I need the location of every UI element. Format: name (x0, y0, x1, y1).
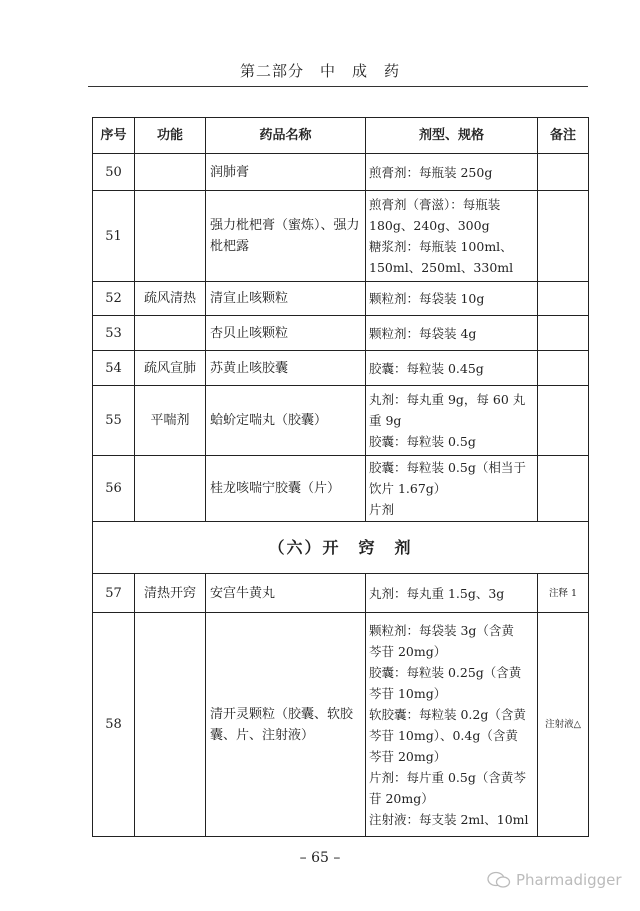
row-function: 清热开窍 (135, 574, 206, 613)
row-drug-name: 苏黄止咳胶囊 (206, 351, 366, 386)
spec-line: 丸剂：每丸重 9g，每 60 丸 (369, 392, 526, 407)
header-function: 功能 (135, 118, 206, 154)
spec-line: 片剂：每片重 0.5g（含黄芩 (369, 769, 526, 785)
spec-line: 饮片 1.67g） (369, 481, 447, 496)
row-remarks (538, 154, 589, 191)
page-number: – 65 – (299, 850, 341, 866)
spec-line: 煎膏剂：每瓶装 250g (369, 164, 493, 180)
row-dosage-spec (366, 154, 538, 191)
spec-line: 180g、240g、300g (369, 218, 490, 233)
row-dosage-spec (366, 613, 538, 837)
row-drug-name: 强力枇杷膏（蜜炼）、强力枇杷露 (206, 191, 366, 282)
spec-line: 胶囊：每粒装 0.45g (369, 360, 484, 376)
table-row (93, 456, 589, 522)
row-function (135, 613, 206, 837)
row-drug-name: 桂龙咳喘宁胶囊（片） (206, 456, 366, 522)
row-dosage-spec (366, 456, 538, 522)
spec-line: 芩苷 10mg） (369, 685, 447, 701)
spec-line: 150ml、250ml、330ml (369, 260, 514, 275)
row-number: 53 (93, 316, 135, 351)
row-dosage-spec (366, 191, 538, 282)
watermark (486, 870, 622, 890)
table-row (93, 574, 589, 613)
table-row (93, 386, 589, 456)
spec-line: 丸剂：每丸重 1.5g、3g (369, 585, 505, 601)
spec-line: 苷 20mg） (369, 790, 434, 806)
running-head: 第二部分 中 成 药 (239, 62, 400, 80)
spec-line: 芩苷 20mg） (369, 748, 447, 764)
spec-line: 煎膏剂（膏滋）：每瓶装 (369, 197, 501, 212)
row-drug-name: 蛤蚧定喘丸（胶囊） (206, 386, 366, 456)
row-dosage-spec (366, 316, 538, 351)
row-remarks: 注释 1 (538, 574, 589, 613)
row-number: 50 (93, 154, 135, 191)
row-remarks (538, 386, 589, 456)
row-remarks (538, 191, 589, 282)
spec-line: 软胶囊：每粒装 0.2g（含黄 (369, 706, 526, 722)
row-number: 58 (93, 613, 135, 837)
table-row (93, 351, 589, 386)
header-rule (88, 86, 588, 87)
drug-table (92, 117, 589, 837)
row-dosage-spec (366, 282, 538, 316)
row-number: 55 (93, 386, 135, 456)
row-remarks (538, 316, 589, 351)
row-function (135, 456, 206, 522)
table-row (93, 154, 589, 191)
row-function (135, 191, 206, 282)
table-row (93, 316, 589, 351)
table-row (93, 282, 589, 316)
spec-line: 芩苷 10mg）、0.4g（含黄 (369, 727, 518, 743)
spec-line: 糖浆剂：每瓶装 100ml、 (369, 239, 513, 254)
wechat-icon (486, 870, 512, 890)
row-drug-name: 安宫牛黄丸 (206, 574, 366, 613)
row-function: 平喘剂 (135, 386, 206, 456)
row-function: 疏风宣肺 (135, 351, 206, 386)
spec-line: 注射液：每支装 2ml、10ml (369, 811, 529, 827)
row-drug-name: 清开灵颗粒（胶囊、软胶囊、片、注射液） (206, 613, 366, 837)
row-number: 57 (93, 574, 135, 613)
row-number: 51 (93, 191, 135, 282)
table-row (93, 613, 589, 837)
header-dosage-spec: 剂型、规格 (366, 118, 538, 154)
row-drug-name: 清宣止咳颗粒 (206, 282, 366, 316)
spec-line: 胶囊：每粒装 0.5g (369, 434, 476, 449)
spec-line: 颗粒剂：每袋装 3g（含黄 (369, 622, 514, 638)
table-row (93, 191, 589, 282)
row-remarks (538, 456, 589, 522)
row-dosage-spec (366, 574, 538, 613)
spec-line: 颗粒剂：每袋装 4g (369, 325, 477, 341)
row-number: 56 (93, 456, 135, 522)
row-remarks: 注射液△ (538, 613, 589, 837)
row-number: 52 (93, 282, 135, 316)
row-remarks (538, 351, 589, 386)
spec-line: 胶囊：每粒装 0.25g（含黄 (369, 664, 522, 680)
spec-line: 颗粒剂：每袋装 10g (369, 291, 485, 306)
row-function (135, 316, 206, 351)
row-remarks (538, 282, 589, 316)
spec-line: 重 9g (369, 413, 402, 428)
header-no: 序号 (93, 118, 135, 154)
section-row (93, 522, 589, 574)
watermark-text: Pharmadigger (516, 871, 622, 889)
row-number: 54 (93, 351, 135, 386)
spec-line: 芩苷 20mg） (369, 643, 447, 659)
header-drug-name: 药品名称 (206, 118, 366, 154)
header-remarks: 备注 (538, 118, 589, 154)
row-drug-name: 杏贝止咳颗粒 (206, 316, 366, 351)
table-header-row (93, 118, 589, 154)
spec-line: 胶囊：每粒装 0.5g（相当于 (369, 460, 526, 475)
row-function (135, 154, 206, 191)
row-drug-name: 润肺膏 (206, 154, 366, 191)
spec-line: 片剂 (369, 502, 395, 517)
row-function: 疏风清热 (135, 282, 206, 316)
row-dosage-spec (366, 351, 538, 386)
section-heading: （六）开 窍 剂 (93, 522, 589, 574)
row-dosage-spec (366, 386, 538, 456)
